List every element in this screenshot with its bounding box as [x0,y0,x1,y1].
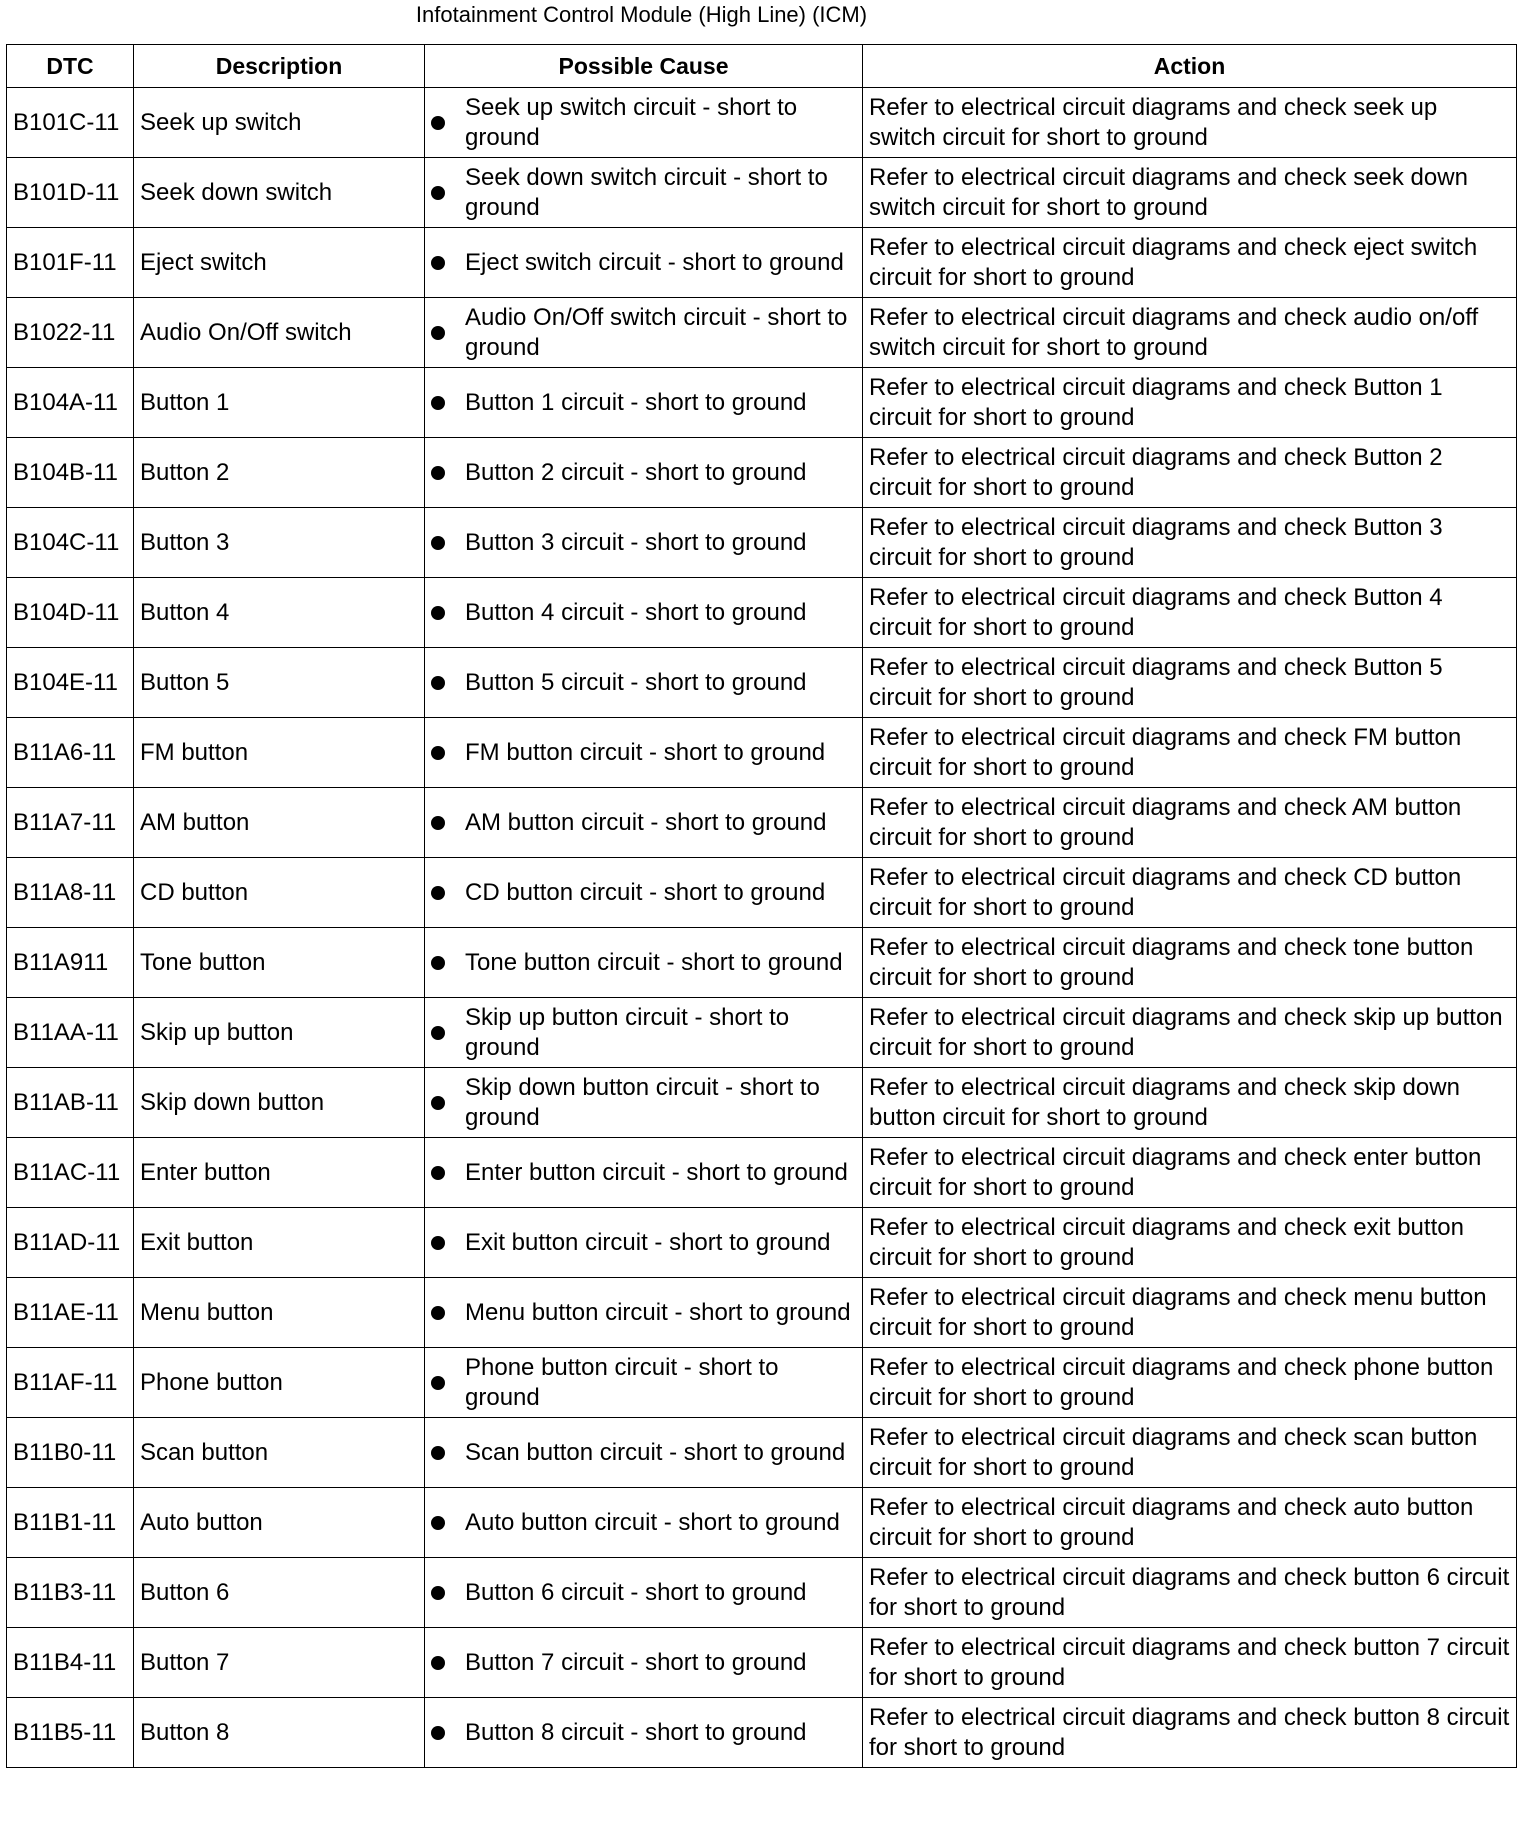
table-row [7,718,1517,788]
description-cell: FM button [134,718,425,788]
dtc-code: B11AC-11 [7,1138,134,1208]
action-cell: Refer to electrical circuit diagrams and check skip up button circuit for short to ground [863,998,1517,1068]
possible-cause-cell [425,1348,863,1418]
dtc-code: B11B5-11 [7,1698,134,1768]
possible-cause-text: Tone button circuit - short to ground [465,948,843,976]
table-row [7,648,1517,718]
description-cell: Auto button [134,1488,425,1558]
action-cell: Refer to electrical circuit diagrams and check scan button circuit for short to ground [863,1418,1517,1488]
possible-cause-cell [425,88,863,158]
dtc-code: B101D-11 [7,158,134,228]
description-cell: Seek up switch [134,88,425,158]
possible-cause-text: Menu button circuit - short to ground [465,1298,851,1326]
possible-cause-cell [425,998,863,1068]
action-cell: Refer to electrical circuit diagrams and check button 6 circuit for short to ground [863,1558,1517,1628]
description-cell: Button 5 [134,648,425,718]
action-cell: Refer to electrical circuit diagrams and check button 7 circuit for short to ground [863,1628,1517,1698]
action-cell: Refer to electrical circuit diagrams and check audio on/off switch circuit for short to ground [863,298,1517,368]
action-cell: Refer to electrical circuit diagrams and check exit button circuit for short to ground [863,1208,1517,1278]
action-cell: Refer to electrical circuit diagrams and check menu button circuit for short to ground [863,1278,1517,1348]
bullet-icon [431,1306,445,1320]
possible-cause-cell [425,1558,863,1628]
dtc-code: B11AA-11 [7,998,134,1068]
bullet-icon [431,1586,445,1600]
possible-cause-cell [425,228,863,298]
possible-cause-cell [425,1208,863,1278]
possible-cause-cell [425,648,863,718]
table-row [7,788,1517,858]
table-row [7,1138,1517,1208]
possible-cause-cell [425,1418,863,1488]
action-cell: Refer to electrical circuit diagrams and check AM button circuit for short to ground [863,788,1517,858]
possible-cause-text: Button 1 circuit - short to ground [465,388,807,416]
possible-cause-cell [425,1698,863,1768]
header-description: Description [134,45,425,88]
possible-cause-text: Audio On/Off switch circuit - short to ground [465,303,848,361]
dtc-code: B11A6-11 [7,718,134,788]
dtc-code: B11AF-11 [7,1348,134,1418]
bullet-icon [431,1236,445,1250]
bullet-icon [431,956,445,970]
table-row [7,438,1517,508]
bullet-icon [431,326,445,340]
table-row [7,1488,1517,1558]
dtc-code: B11A8-11 [7,858,134,928]
header-possible-cause: Possible Cause [425,45,863,88]
action-cell: Refer to electrical circuit diagrams and check FM button circuit for short to ground [863,718,1517,788]
bullet-icon [431,886,445,900]
possible-cause-cell [425,718,863,788]
dtc-code: B11AB-11 [7,1068,134,1138]
bullet-icon [431,816,445,830]
description-cell: Button 7 [134,1628,425,1698]
description-cell: Menu button [134,1278,425,1348]
possible-cause-cell [425,438,863,508]
description-cell: Audio On/Off switch [134,298,425,368]
dtc-code: B101F-11 [7,228,134,298]
description-cell: Eject switch [134,228,425,298]
possible-cause-text: Auto button circuit - short to ground [465,1508,840,1536]
dtc-code: B11A911 [7,928,134,998]
possible-cause-cell [425,158,863,228]
bullet-icon [431,1096,445,1110]
table-header-row [7,45,1517,88]
possible-cause-cell [425,1488,863,1558]
possible-cause-text: AM button circuit - short to ground [465,808,827,836]
dtc-code: B101C-11 [7,88,134,158]
action-cell: Refer to electrical circuit diagrams and check seek up switch circuit for short to ground [863,88,1517,158]
possible-cause-text: Eject switch circuit - short to ground [465,248,844,276]
table-row [7,368,1517,438]
possible-cause-text: Button 5 circuit - short to ground [465,668,807,696]
table-row [7,1208,1517,1278]
possible-cause-text: Scan button circuit - short to ground [465,1438,846,1466]
description-cell: Button 1 [134,368,425,438]
dtc-code: B104D-11 [7,578,134,648]
description-cell: Skip up button [134,998,425,1068]
table-row [7,1628,1517,1698]
bullet-icon [431,186,445,200]
table-row [7,298,1517,368]
possible-cause-cell [425,1628,863,1698]
possible-cause-text: Seek down switch circuit - short to ground [465,163,828,221]
bullet-icon [431,466,445,480]
possible-cause-text: Button 7 circuit - short to ground [465,1648,807,1676]
table-row [7,1698,1517,1768]
bullet-icon [431,676,445,690]
possible-cause-cell [425,1278,863,1348]
dtc-code: B11B3-11 [7,1558,134,1628]
bullet-icon [431,606,445,620]
bullet-icon [431,396,445,410]
page-title: Infotainment Control Module (High Line) (ICM) [415,2,868,27]
action-cell: Refer to electrical circuit diagrams and check enter button circuit for short to ground [863,1138,1517,1208]
dtc-code: B104C-11 [7,508,134,578]
dtc-code: B11B1-11 [7,1488,134,1558]
possible-cause-cell [425,858,863,928]
table-row [7,88,1517,158]
action-cell: Refer to electrical circuit diagrams and check button 8 circuit for short to ground [863,1698,1517,1768]
bullet-icon [431,1656,445,1670]
dtc-code: B104E-11 [7,648,134,718]
possible-cause-text: Button 6 circuit - short to ground [465,1578,807,1606]
description-cell: Skip down button [134,1068,425,1138]
action-cell: Refer to electrical circuit diagrams and check Button 5 circuit for short to ground [863,648,1517,718]
action-cell: Refer to electrical circuit diagrams and check Button 2 circuit for short to ground [863,438,1517,508]
action-cell: Refer to electrical circuit diagrams and check CD button circuit for short to ground [863,858,1517,928]
possible-cause-text: Button 8 circuit - short to ground [465,1718,807,1746]
header-dtc: DTC [7,45,134,88]
action-cell: Refer to electrical circuit diagrams and check tone button circuit for short to ground [863,928,1517,998]
action-cell: Refer to electrical circuit diagrams and check Button 3 circuit for short to ground [863,508,1517,578]
possible-cause-text: Skip down button circuit - short to ground [465,1073,820,1131]
description-cell: Seek down switch [134,158,425,228]
possible-cause-text: Seek up switch circuit - short to ground [465,93,798,151]
action-cell: Refer to electrical circuit diagrams and check phone button circuit for short to ground [863,1348,1517,1418]
dtc-table [6,44,1517,1768]
table-row [7,1418,1517,1488]
dtc-code: B104A-11 [7,368,134,438]
bullet-icon [431,1166,445,1180]
description-cell: Button 4 [134,578,425,648]
table-body [7,88,1517,1768]
dtc-code: B11B0-11 [7,1418,134,1488]
bullet-icon [431,256,445,270]
action-cell: Refer to electrical circuit diagrams and check Button 4 circuit for short to ground [863,578,1517,648]
description-cell: Exit button [134,1208,425,1278]
bullet-icon [431,1446,445,1460]
description-cell: Button 2 [134,438,425,508]
table-row [7,998,1517,1068]
description-cell: AM button [134,788,425,858]
action-cell: Refer to electrical circuit diagrams and check seek down switch circuit for short to ground [863,158,1517,228]
description-cell: Phone button [134,1348,425,1418]
possible-cause-text: CD button circuit - short to ground [465,878,826,906]
action-cell: Refer to electrical circuit diagrams and check Button 1 circuit for short to ground [863,368,1517,438]
possible-cause-cell [425,578,863,648]
possible-cause-cell [425,368,863,438]
possible-cause-text: Exit button circuit - short to ground [465,1228,831,1256]
possible-cause-cell [425,298,863,368]
possible-cause-text: Button 2 circuit - short to ground [465,458,807,486]
table-row [7,1278,1517,1348]
description-cell: Button 3 [134,508,425,578]
description-cell: Tone button [134,928,425,998]
possible-cause-text: Phone button circuit - short to ground [465,1353,779,1411]
description-cell: Scan button [134,1418,425,1488]
action-cell: Refer to electrical circuit diagrams and check eject switch circuit for short to ground [863,228,1517,298]
dtc-code: B11AE-11 [7,1278,134,1348]
table-row [7,928,1517,998]
possible-cause-cell [425,1138,863,1208]
dtc-code: B11AD-11 [7,1208,134,1278]
table-row [7,508,1517,578]
header-action: Action [863,45,1517,88]
possible-cause-cell [425,928,863,998]
possible-cause-text: FM button circuit - short to ground [465,738,826,766]
table-row [7,228,1517,298]
possible-cause-text: Skip up button circuit - short to ground [465,1003,790,1061]
bullet-icon [431,746,445,760]
table-row [7,1068,1517,1138]
possible-cause-text: Button 3 circuit - short to ground [465,528,807,556]
possible-cause-text: Enter button circuit - short to ground [465,1158,848,1186]
table-row [7,1348,1517,1418]
bullet-icon [431,1026,445,1040]
action-cell: Refer to electrical circuit diagrams and check skip down button circuit for short to ground [863,1068,1517,1138]
dtc-code: B1022-11 [7,298,134,368]
possible-cause-cell [425,508,863,578]
description-cell: Button 8 [134,1698,425,1768]
table-row [7,1558,1517,1628]
dtc-code: B11A7-11 [7,788,134,858]
possible-cause-text: Button 4 circuit - short to ground [465,598,807,626]
description-cell: Button 6 [134,1558,425,1628]
possible-cause-cell [425,788,863,858]
dtc-code: B104B-11 [7,438,134,508]
table-row [7,858,1517,928]
table-row [7,158,1517,228]
bullet-icon [431,1516,445,1530]
bullet-icon [431,1726,445,1740]
bullet-icon [431,1376,445,1390]
description-cell: CD button [134,858,425,928]
action-cell: Refer to electrical circuit diagrams and check auto button circuit for short to ground [863,1488,1517,1558]
possible-cause-cell [425,1068,863,1138]
bullet-icon [431,116,445,130]
table-row [7,578,1517,648]
description-cell: Enter button [134,1138,425,1208]
bullet-icon [431,536,445,550]
dtc-code: B11B4-11 [7,1628,134,1698]
